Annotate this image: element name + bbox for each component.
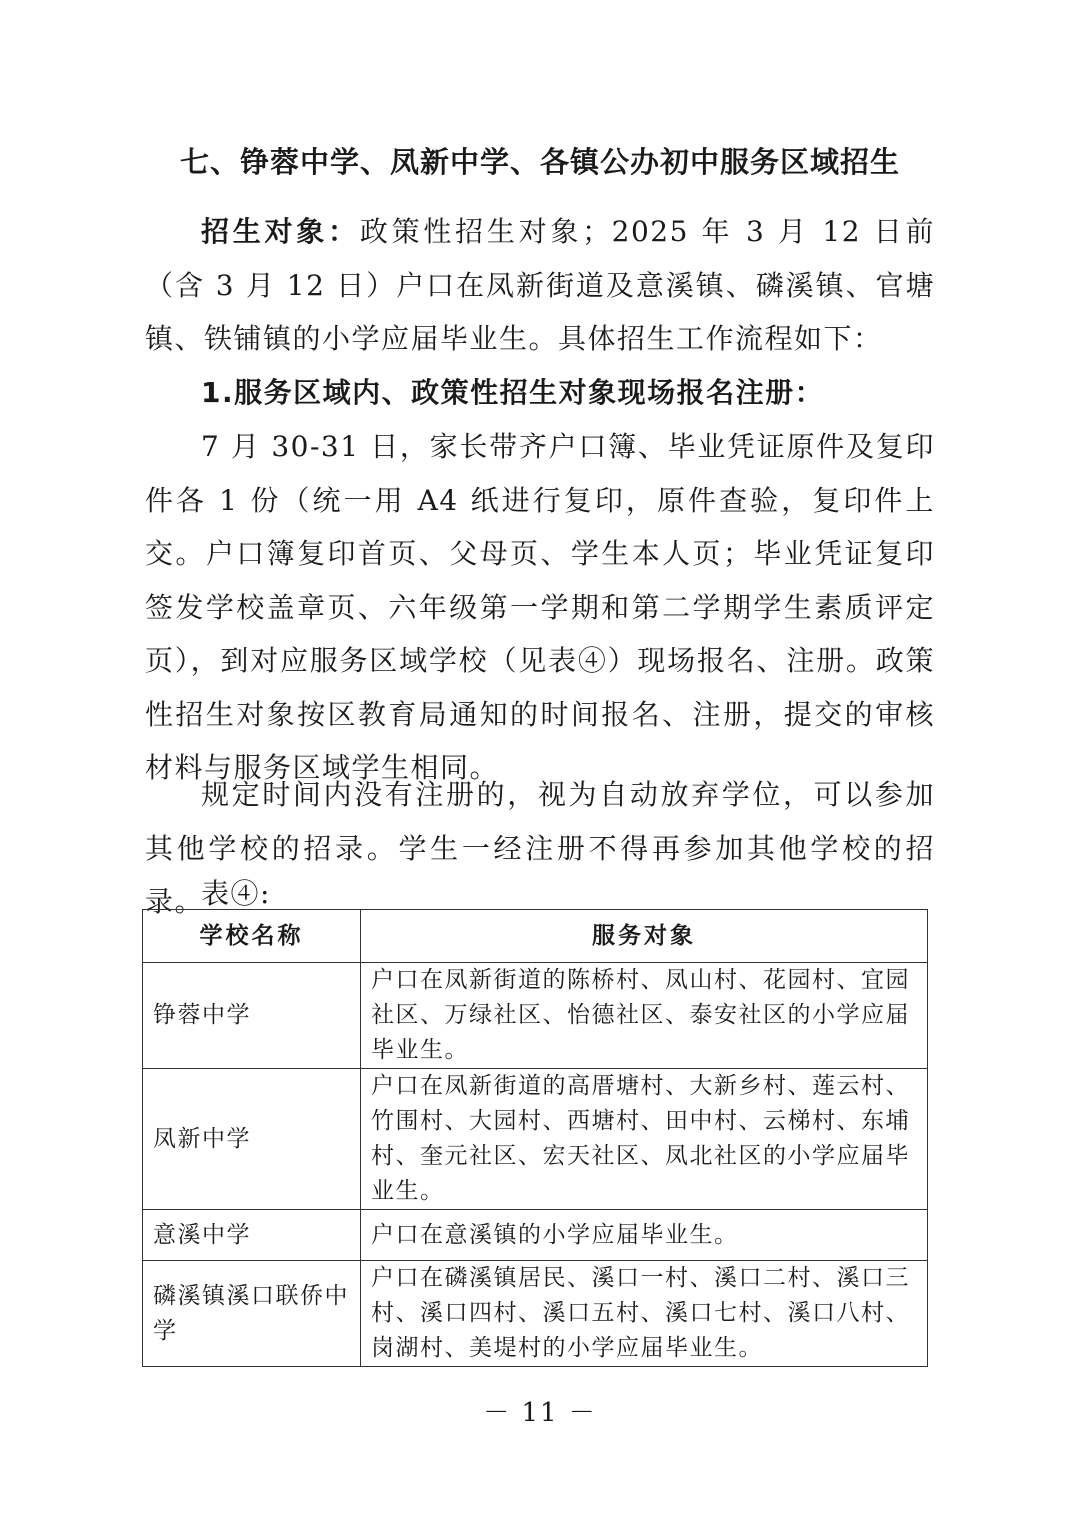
enrollment-target-label: 招生对象： xyxy=(201,215,360,248)
service-target-cell: 户口在凤新街道的高厝塘村、大新乡村、莲云村、竹围村、大园村、西塘村、田中村、云梯村、东埔村、奎元社区、宏天社区、凤北社区的小学应届毕业生。 xyxy=(361,1069,928,1210)
table-row xyxy=(143,1261,928,1367)
enrollment-target-paragraph xyxy=(145,205,935,366)
subheading-registration: 1.服务区域内、政策性招生对象现场报名注册： xyxy=(201,376,825,409)
table-header-row xyxy=(143,910,928,963)
school-name-cell: 磷溪镇溪口联侨中学 xyxy=(143,1261,361,1367)
table-caption: 表④: xyxy=(201,877,271,910)
registration-procedure-paragraph: 7 月 30-31 日，家长带齐户口簿、毕业凭证原件及复印件各 1 份（统一用 A4 纸进行复印，原件查验，复印件上交。户口簿复印首页、父母页、学生本人页；毕业凭证复印签发学校盖章页、六年级第一学期和第二学期学生素质评定页），到对应服务区域学校（见表④）现场报名、注册。政策性招生对象按区教育局通知的时间报名、注册，提交的审核材料与服务区域学生相同。 xyxy=(145,430,935,784)
page-number: － 11 － xyxy=(483,1398,597,1428)
service-target-cell: 户口在磷溪镇居民、溪口一村、溪口二村、溪口三村、溪口四村、溪口五村、溪口七村、溪口八村、岗湖村、美堤村的小学应届毕业生。 xyxy=(361,1261,928,1367)
school-name-cell: 铮蓉中学 xyxy=(143,963,361,1069)
enrollment-target-text: 政策性招生对象；2025 年 3 月 12 日前（含 3 月 12 日）户口在凤新街道及意溪镇、磷溪镇、官塘镇、铁铺镇的小学应届毕业生。具体招生工作流程如下： xyxy=(145,215,935,355)
header-service-target: 服务对象 xyxy=(361,910,928,963)
service-target-cell: 户口在凤新街道的陈桥村、凤山村、花园村、宜园社区、万绿社区、怡德社区、泰安社区的小学应届毕业生。 xyxy=(361,963,928,1069)
section-heading: 七、铮蓉中学、凤新中学、各镇公办初中服务区域招生 xyxy=(179,145,900,179)
table-row xyxy=(143,963,928,1069)
table-row xyxy=(143,1069,928,1210)
service-area-table xyxy=(142,909,928,1367)
registration-note-paragraph: 规定时间内没有注册的，视为自动放弃学位，可以参加其他学校的招录。学生一经注册不得再参加其他学校的招录。 xyxy=(145,778,935,918)
school-name-cell: 意溪中学 xyxy=(143,1210,361,1261)
service-target-cell: 户口在意溪镇的小学应届毕业生。 xyxy=(361,1210,928,1261)
table-row xyxy=(143,1210,928,1261)
header-school-name: 学校名称 xyxy=(143,910,361,963)
school-name-cell: 凤新中学 xyxy=(143,1069,361,1210)
